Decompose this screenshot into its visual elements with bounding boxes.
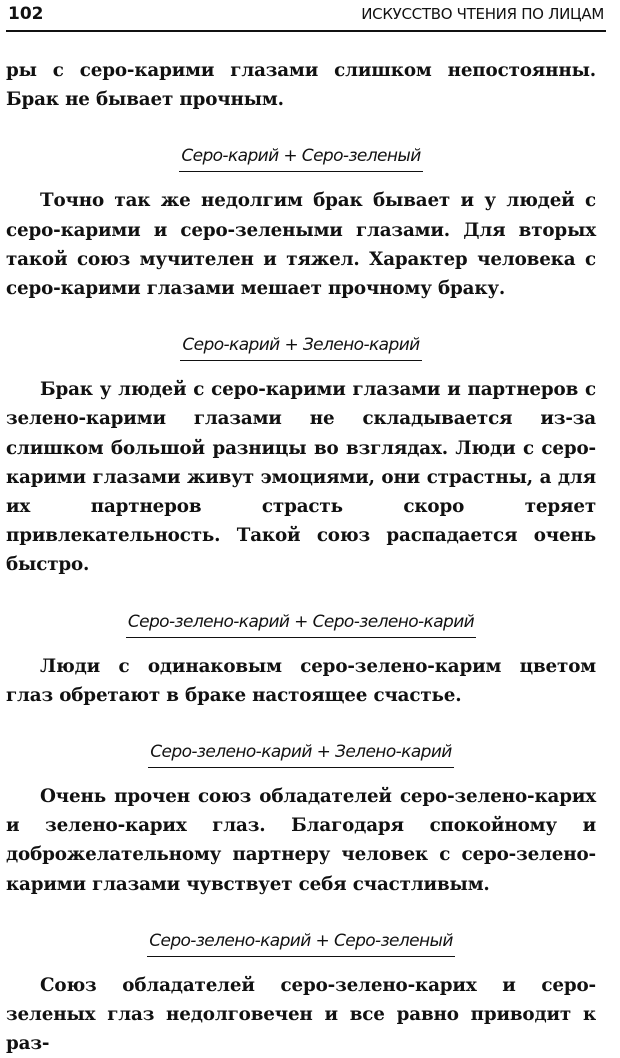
paragraph-truncated: Союз обладателей серо-зелено-карих и серо-зеленых глаз недолговечен и все равно приводит к раз- bbox=[6, 974, 596, 1055]
subheading-block bbox=[6, 929, 596, 957]
subheading-block bbox=[6, 740, 596, 768]
paragraph: Очень прочен союз обладателей серо-зелено-карих и зелено-карих глаз. Благодаря спокойному и доброжелательному партнеру человек с серо-зелено-карими глазами чувствует себя счастливым. bbox=[6, 786, 596, 895]
subheading-block bbox=[6, 144, 596, 172]
page-number: 102 bbox=[8, 4, 44, 24]
paragraph-continued: ры с серо-карими глазами слишком непостоянны. Брак не бывает прочным. bbox=[6, 60, 596, 111]
subheading: Серо-карий + Зелено-карий bbox=[180, 333, 421, 361]
page-header bbox=[6, 4, 606, 32]
subheading: Серо-зелено-карий + Зелено-карий bbox=[148, 740, 453, 768]
paragraph: Брак у людей с серо-карими глазами и партнеров с зелено-карими глазами не складывается из-за слишком большой разницы во взглядах. Люди с серо-карими глазами живут эмоциями, они страстны, а для их партнеров страсть скоро теряет привлекательность. Такой союз распадается очень быстро. bbox=[6, 379, 596, 576]
subheading: Серо-зелено-карий + Серо-зелено-карий bbox=[126, 610, 476, 638]
paragraph: Люди с одинаковым серо-зелено-карим цветом глаз обретают в браке настоящее счастье. bbox=[6, 655, 596, 706]
page-body bbox=[6, 56, 596, 1058]
subheading: Серо-зелено-карий + Серо-зеленый bbox=[147, 929, 455, 957]
subheading-block bbox=[6, 610, 596, 638]
running-title: ИСКУССТВО ЧТЕНИЯ ПО ЛИЦАМ bbox=[361, 5, 604, 23]
subheading-block bbox=[6, 333, 596, 361]
paragraph: Точно так же недолгим брак бывает и у людей с серо-карими и серо-зелеными глазами. Для вторых такой союз мучителен и тяжел. Характер человека с серо-карими глазами мешает прочному браку. bbox=[6, 190, 596, 300]
subheading: Серо-карий + Серо-зеленый bbox=[179, 144, 422, 172]
